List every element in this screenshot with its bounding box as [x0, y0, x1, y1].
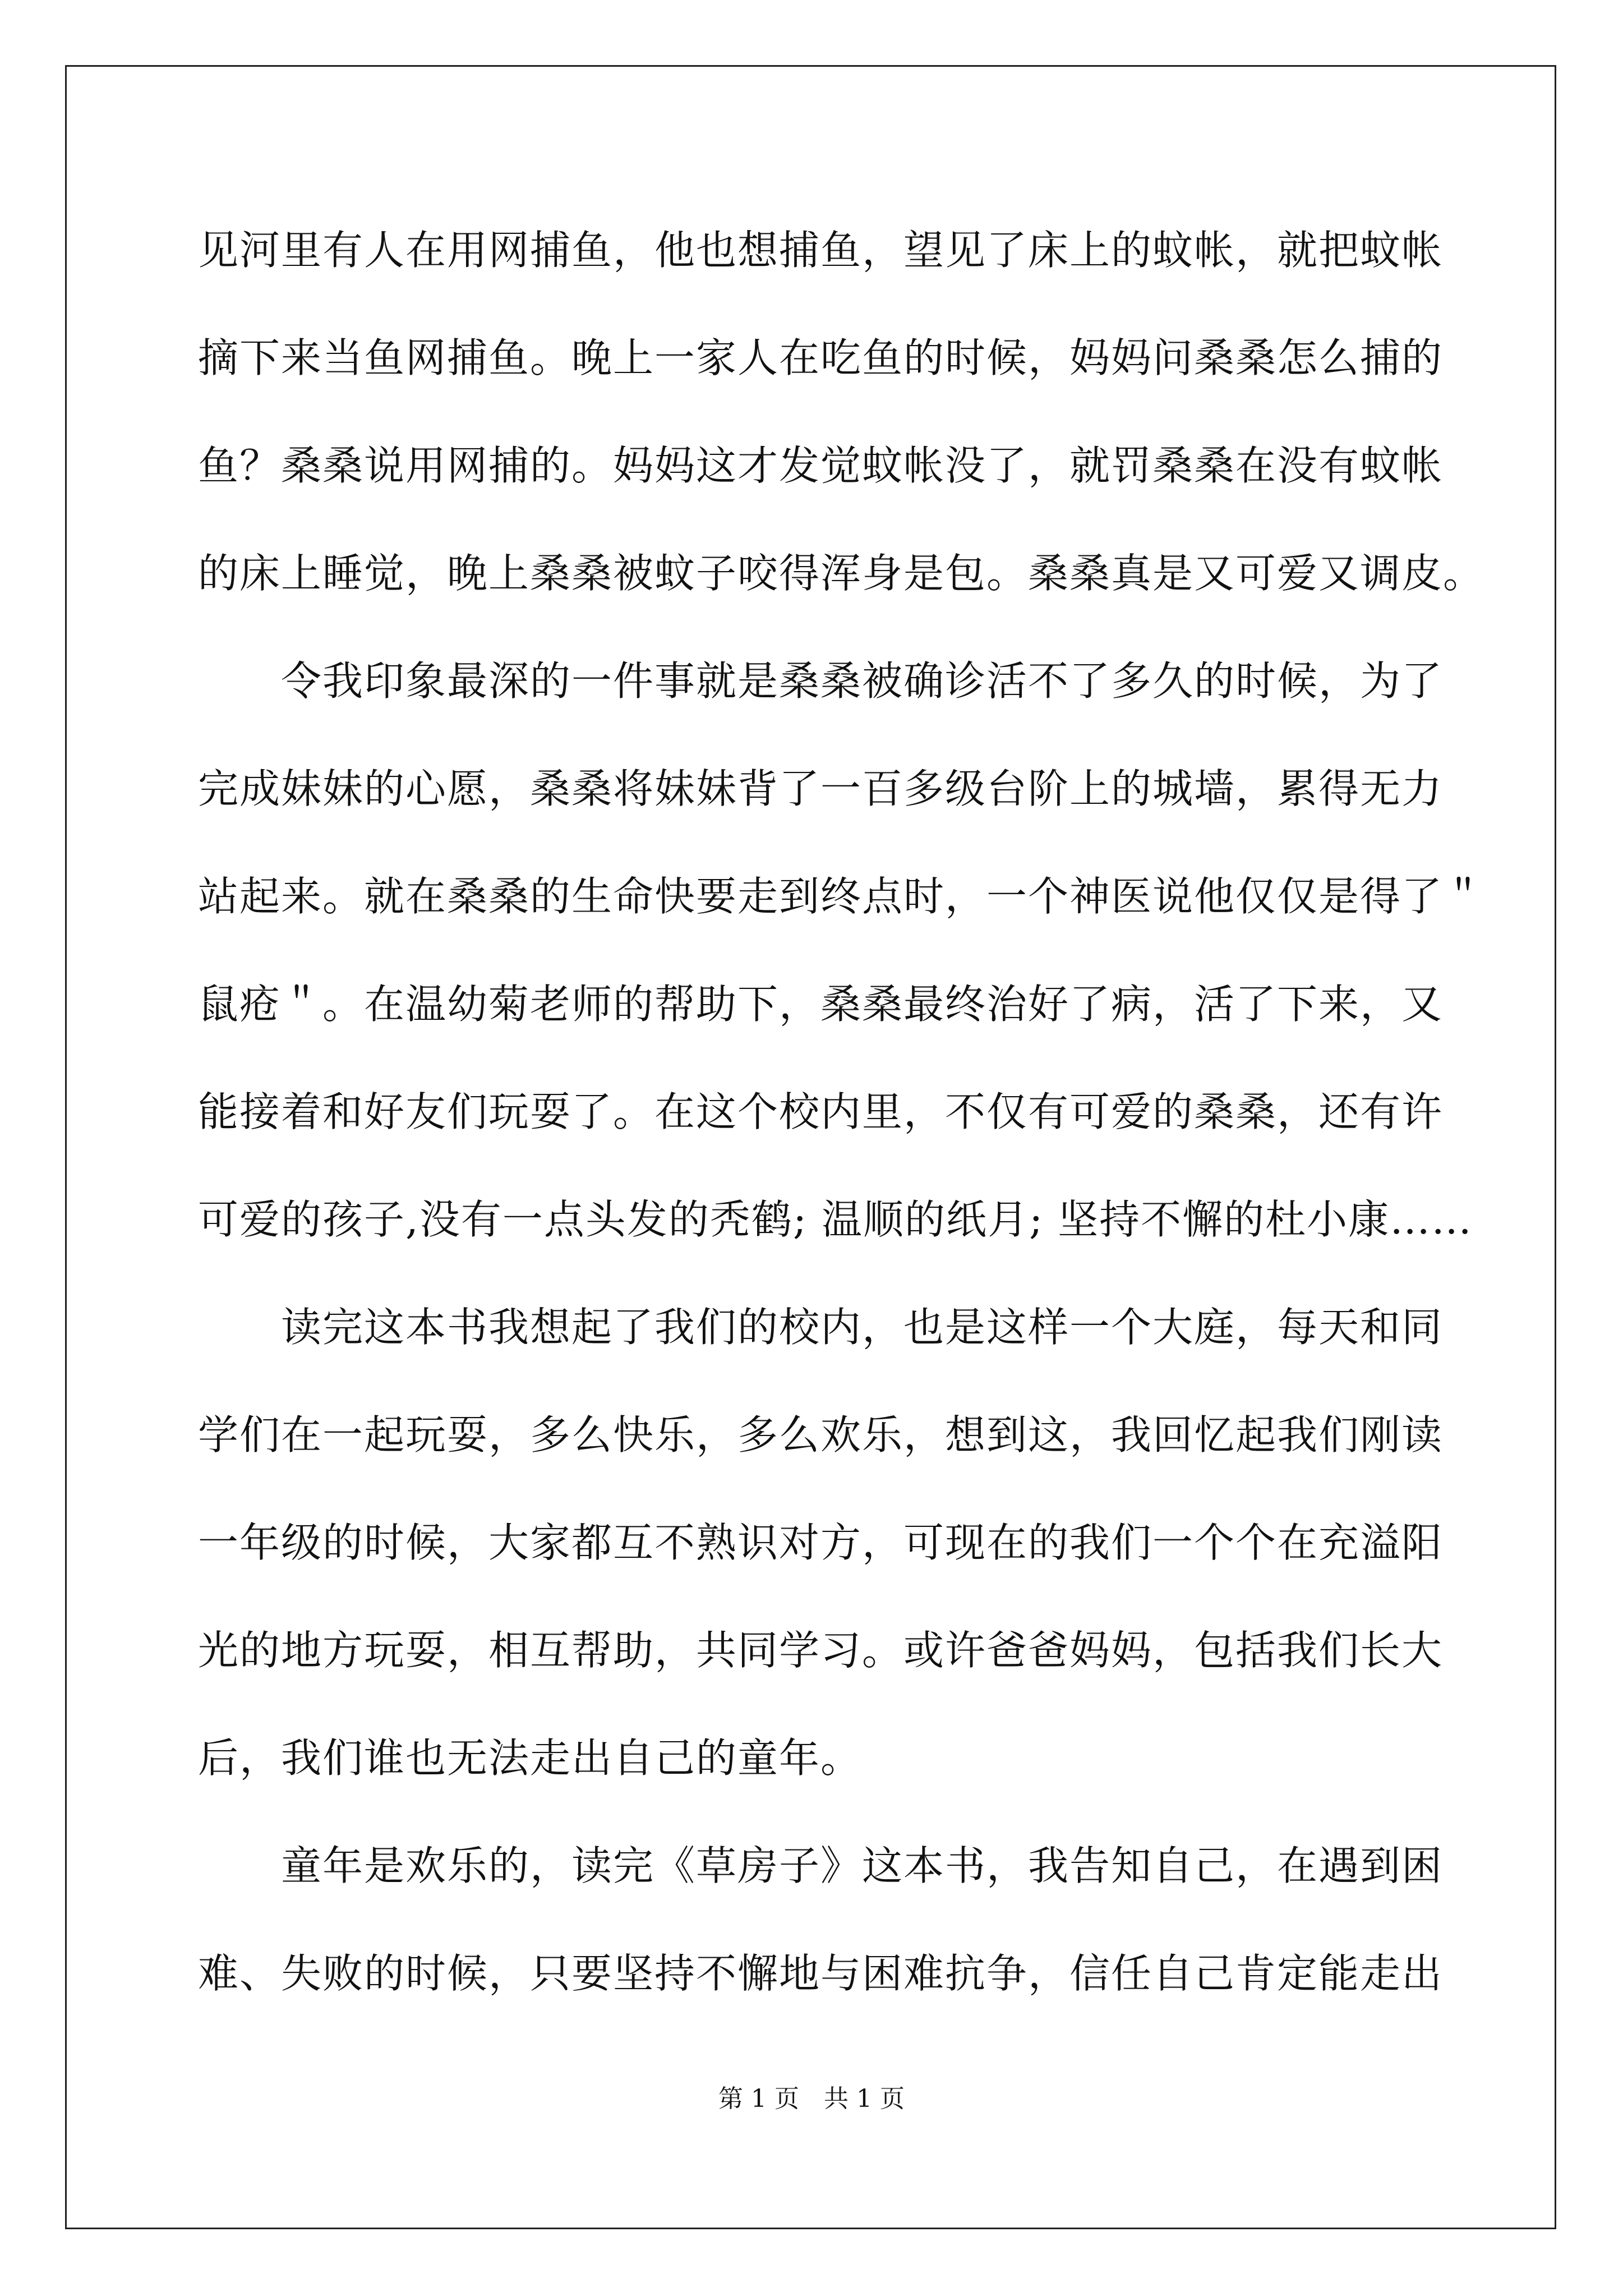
- paragraph-start-line: 读完这本书我想起了我们的校内，也是这样一个大庭，每天和同: [198, 1304, 1444, 1351]
- text-line: 的床上睡觉，晚上桑桑被蚊子咬得浑身是包。桑桑真是又可爱又调皮。: [198, 550, 1485, 597]
- text-line: 站起来。就在桑桑的生命快要走到终点时，一个神医说他仅仅是得了＂: [198, 873, 1485, 920]
- text-line: 鼠疮＂。在温幼菊老师的帮助下，桑桑最终治好了病，活了下来，又: [198, 981, 1444, 1028]
- text-line: 学们在一起玩耍，多么快乐，多么欢乐，想到这，我回忆起我们刚读: [198, 1411, 1444, 1458]
- text-line: 可爱的孩子,没有一点头发的秃鹤; 温顺的纸月; 坚持不懈的杜小康……: [198, 1196, 1473, 1243]
- text-line: 鱼？桑桑说用网捕的。妈妈这才发觉蚊帐没了，就罚桑桑在没有蚊帐: [198, 442, 1444, 489]
- text-line: 后，我们谁也无法走出自己的童年。: [198, 1734, 863, 1782]
- page-number-footer: 第 1 页 共 1 页: [718, 2085, 905, 2113]
- text-line: 一年级的时候，大家都互不熟识对方，可现在的我们一个个在充溢阳: [198, 1519, 1444, 1566]
- page-border: [65, 65, 1556, 2229]
- text-line: 能接着和好友们玩耍了。在这个校内里，不仅有可爱的桑桑，还有许: [198, 1088, 1444, 1135]
- text-line: 见河里有人在用网捕鱼，他也想捕鱼，望见了床上的蚊帐，就把蚊帐: [198, 227, 1444, 274]
- text-line: 光的地方玩耍，相互帮助，共同学习。或许爸爸妈妈，包括我们长大: [198, 1627, 1444, 1674]
- text-line: 摘下来当鱼网捕鱼。晚上一家人在吃鱼的时候，妈妈问桑桑怎么捕的: [198, 334, 1444, 381]
- text-line: 难、失败的时候，只要坚持不懈地与困难抗争，信任自己肯定能走出: [198, 1950, 1444, 1997]
- paragraph-start-line: 童年是欢乐的，读完《草房子》这本书，我告知自己，在遇到困: [198, 1842, 1444, 1889]
- text-line: 完成妹妹的心愿，桑桑将妹妹背了一百多级台阶上的城墙，累得无力: [198, 765, 1444, 812]
- paragraph-start-line: 令我印象最深的一件事就是桑桑被确诊活不了多久的时候，为了: [198, 657, 1444, 705]
